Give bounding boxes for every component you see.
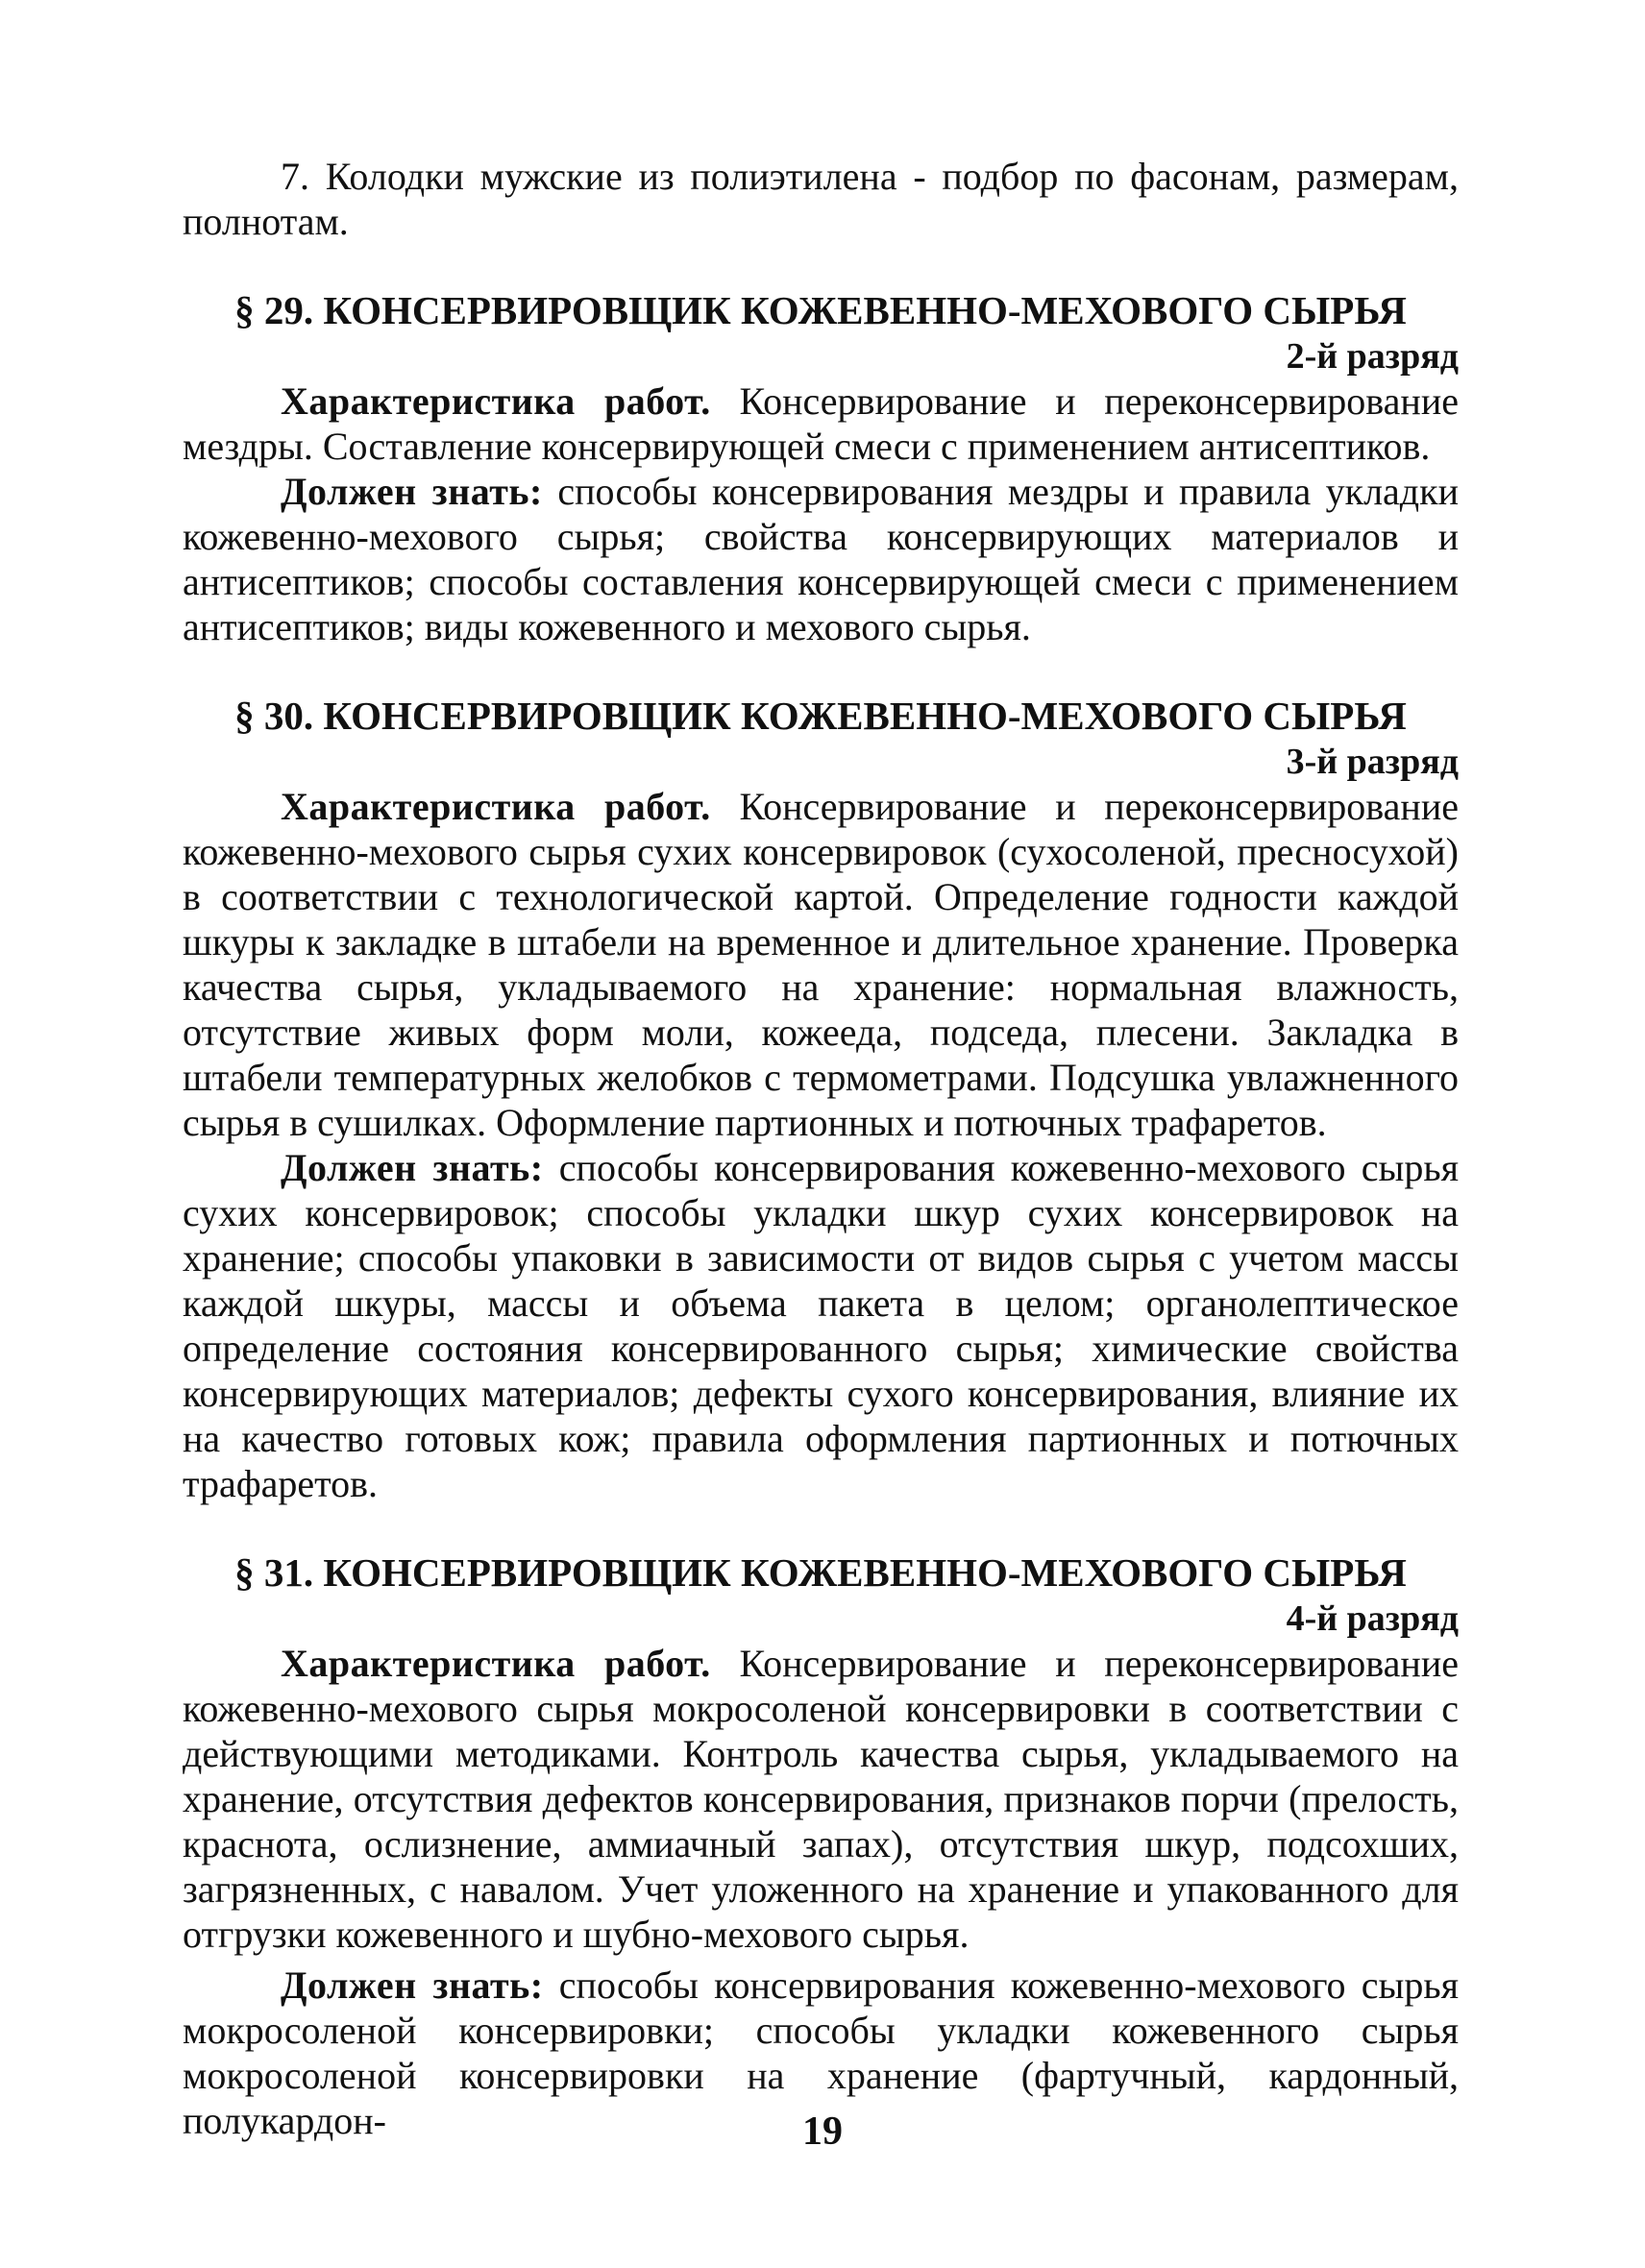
characteristics-paragraph bbox=[183, 1641, 1459, 1957]
section-29 bbox=[183, 286, 1459, 649]
section-rank: 2-й разряд bbox=[1286, 336, 1459, 377]
knowledge-label: Должен знать: bbox=[281, 1146, 544, 1189]
characteristics-paragraph bbox=[183, 378, 1459, 469]
section-title: § 30. КОНСЕРВИРОВЩИК КОЖЕВЕННО-МЕХОВОГО СЫРЬЯ bbox=[234, 694, 1407, 738]
characteristics-text: Консервирование и переконсервирование кожевенно-мехового сырья сухих консервировок (сухосоленой, пресносухой) в соответствии с технологической картой. Определение годности каждой шкуры к закладке в штабели на временное и длительное хранение. Проверка качества сырья, укладываемого на хранение: нормальная влажность, отсутствие живых форм моли, кожееда, подседа, плесени. Закладка в штабели температурных желобков с термометрами. Подсушка увлажненного сырья в сушилках. Оформление партионных и потючных трафаретов. bbox=[183, 785, 1459, 1144]
knowledge-label: Должен знать: bbox=[281, 470, 543, 513]
characteristics-paragraph bbox=[183, 784, 1459, 1145]
characteristics-label: Характеристика работ. bbox=[281, 1642, 711, 1685]
characteristics-label: Характеристика работ. bbox=[281, 379, 711, 423]
characteristics-text: Консервирование и переконсервирование мездры. Составление консервирующей смеси с применением антисептиков. bbox=[183, 379, 1459, 468]
section-31 bbox=[183, 1549, 1459, 2143]
characteristics-text: Консервирование и переконсервирование кожевенно-мехового сырья мокросоленой консервировки в соответствии с действующими методиками. Контроль качества сырья, укладываемого на хранение, отсутствия дефектов консервирования, признаков порчи (прелость, краснота, ослизнение, аммиачный запах), отсутствия шкур, подсохших, загрязненных, с навалом. Учет уложенного на хранение и упакованного для отгрузки кожевенного и шубно-мехового сырья. bbox=[183, 1642, 1459, 1956]
document-page bbox=[183, 154, 1459, 2143]
knowledge-text: способы консервирования кожевенно-мехового сырья сухих консервировок; способы укладки шкур сухих консервировок на хранение; способы упаковки в зависимости от видов сырья с учетом массы каждой шкуры, массы и объема пакета в целом; органолептическое определение состояния консервированного сырья; химические свойства консервирующих материалов; дефекты сухого консервирования, влияние их на качество готовых кож; правила оформления партионных и потючных трафаретов. bbox=[183, 1146, 1459, 1505]
section-rank: 4-й разряд bbox=[1286, 1598, 1459, 1639]
knowledge-text: способы консервирования мездры и правила укладки кожевенно-мехового сырья; свойства консервирующих материалов и антисептиков; способы составления консервирующей смеси с применением антисептиков; виды кожевенного и мехового сырья. bbox=[183, 470, 1459, 648]
knowledge-label: Должен знать: bbox=[281, 1963, 544, 2007]
section-30 bbox=[183, 692, 1459, 1506]
page-number: 19 bbox=[802, 2109, 843, 2154]
section-rank: 3-й разряд bbox=[1286, 742, 1459, 782]
section-title: § 29. КОНСЕРВИРОВЩИК КОЖЕВЕННО-МЕХОВОГО СЫРЬЯ bbox=[234, 288, 1407, 332]
section-title: § 31. КОНСЕРВИРОВЩИК КОЖЕВЕННО-МЕХОВОГО СЫРЬЯ bbox=[234, 1550, 1407, 1595]
knowledge-paragraph bbox=[183, 469, 1459, 649]
intro-paragraph: 7. Колодки мужские из полиэтилена - подбор по фасонам, размерам, полнотам. bbox=[183, 155, 1459, 243]
knowledge-text: способы консервирования кожевенно-мехового сырья мокросоленой консервировки; способы укладки кожевенного сырья мокросоленой консервировки на хранение (фартучный, кардонный, полукардон- bbox=[183, 1963, 1459, 2142]
knowledge-paragraph bbox=[183, 1145, 1459, 1506]
characteristics-label: Характеристика работ. bbox=[281, 785, 711, 828]
